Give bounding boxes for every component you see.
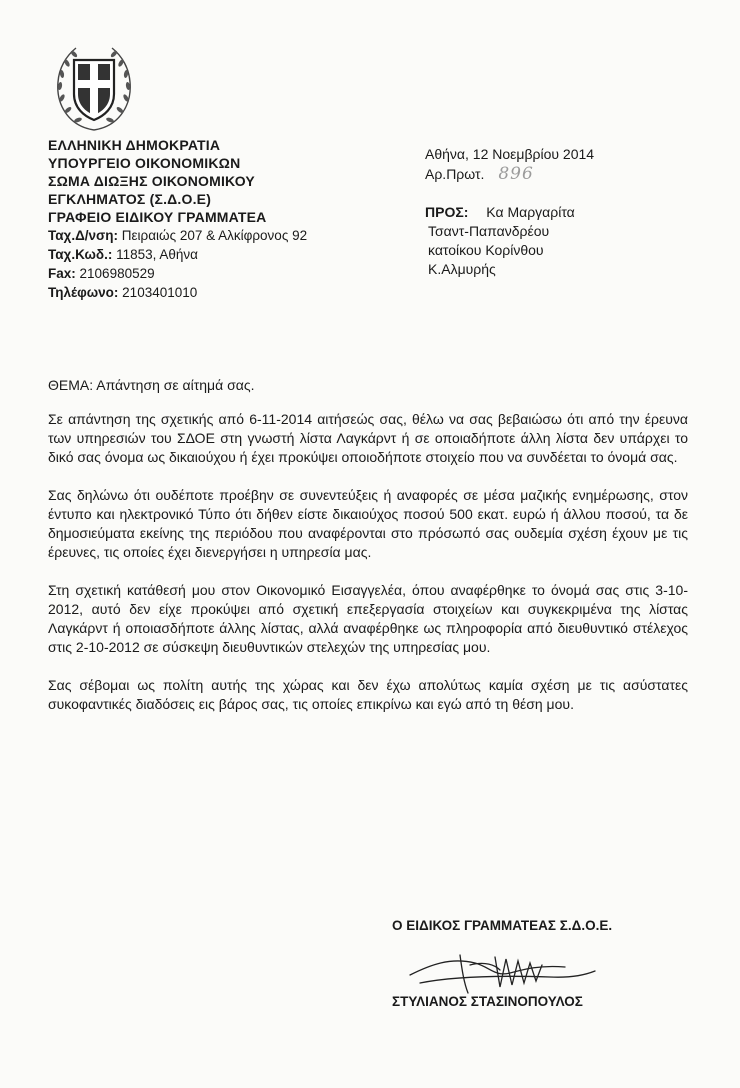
signatory-title: Ο ΕΙΔΙΚΟΣ ΓΡΑΜΜΑΤΕΑΣ Σ.Δ.Ο.Ε. (392, 918, 613, 933)
protocol-number: 896 (498, 164, 534, 184)
signatory-name: ΣΤΥΛΙΑΝΟΣ ΣΤΑΣΙΝΟΠΟΥΛΟΣ (392, 994, 583, 1009)
fax-label: Fax: (48, 266, 76, 281)
org-line: ΕΛΛΗΝΙΚΗ ΔΗΜΟΚΡΑΤΙΑ (48, 137, 221, 153)
address-line (48, 226, 408, 245)
subject-line: ΘΕΜΑ: Απάντηση σε αίτημά σας. (48, 377, 255, 393)
org-line: ΓΡΑΦΕΙΟ ΕΙΔΙΚΟΥ ΓΡΑΜΜΑΤΕΑ (48, 209, 267, 225)
address-value: Πειραιώς 207 & Αλκίφρονος 92 (121, 228, 308, 243)
phone-label: Τηλέφωνο: (48, 285, 119, 300)
fax-value: 2106980529 (79, 266, 155, 281)
protocol-label: Αρ.Πρωτ. (425, 166, 485, 182)
postcode-value: 11853, Αθήνα (116, 247, 198, 262)
recipient-line: Κ.Αλμυρής (428, 261, 496, 277)
recipient-line: Κα Μαργαρίτα (486, 204, 575, 220)
sender-block (48, 136, 408, 302)
date-protocol-block (425, 144, 725, 184)
handwritten-signature (400, 935, 600, 1000)
body-paragraph: Στη σχετική κατάθεσή μου στον Οικονομικό Εισαγγελέα, όπου αναφέρθηκε το όνομά σας στις 3-10-2012, αυτό δεν είχε προκύψει από σχετική επεξεργασία στοιχείων και συγκεκριμένα της λίστας Λαγκάρντ ή οποιασδήποτε άλλης λίστας, αλλά αναφέρθηκε ως πληροφορία από διευθυντικό στέλεχος στις 2-10-2012 σε σύσκεψη διευθυντικών στελεχών της υπηρεσίας μου. (48, 582, 688, 655)
greek-coat-of-arms-icon (50, 42, 138, 136)
protocol-line (425, 164, 725, 184)
date-line: Αθήνα, 12 Νοεμβρίου 2014 (425, 146, 595, 162)
phone-value: 2103401010 (122, 285, 198, 300)
recipient-block (425, 203, 575, 279)
fax-line (48, 264, 408, 283)
recipient-line: Τσαντ-Παπανδρέου (428, 223, 550, 239)
address-label: Ταχ.Δ/νση: (48, 228, 119, 243)
recipient-label: ΠΡΟΣ: (425, 204, 469, 220)
postcode-line (48, 245, 408, 264)
org-line: ΣΩΜΑ ΔΙΩΞΗΣ ΟΙΚΟΝΟΜΙΚΟΥ (48, 173, 255, 189)
org-line: ΕΓΚΛΗΜΑΤΟΣ (Σ.Δ.Ο.Ε) (48, 191, 212, 207)
body-paragraph: Σας σέβομαι ως πολίτη αυτής της χώρας και δεν έχω απολύτως καμία σχέση με τις ασύστατες συκοφαντικές διαδόσεις εις βάρος σας, τις οποίες επικρίνω και εγώ από τη θέση μου. (48, 677, 688, 712)
letter-body (48, 410, 688, 733)
org-line: ΥΠΟΥΡΓΕΙΟ ΟΙΚΟΝΟΜΙΚΩΝ (48, 155, 241, 171)
recipient-first-line (425, 203, 575, 222)
phone-line (48, 283, 408, 302)
recipient-line: κατοίκου Κορίνθου (428, 242, 544, 258)
body-paragraph: Σας δηλώνω ότι ουδέποτε προέβην σε συνεντεύξεις ή αναφορές σε μέσα μαζικής ενημέρωσης, στον έντυπο και ηλεκτρονικό Τύπο ότι δήθεν είστε δικαιούχος ποσού 500 εκατ. ευρώ ή άλλου ποσού, τα δε δημοσιεύματα εκείνης της περιόδου που αναφέρονται στο πρόσωπό σας ουδεμία σχέση έχουν με τις έρευνες, τις οποίες έχει διενεργήσει η υπηρεσία μας. (48, 487, 688, 560)
postcode-label: Ταχ.Κωδ.: (48, 247, 113, 262)
body-paragraph: Σε απάντηση της σχετικής από 6-11-2014 αιτήσεώς σας, θέλω να σας βεβαιώσω ότι από την έρευνα των υπηρεσιών του ΣΔΟΕ στη γνωστή λίστα Λαγκάρντ ή σε οποιαδήποτε άλλη λίστα δεν υπάρχει το δικό σας όνομα ως δικαιούχου ή έχει προκύψει οποιοδήποτε στοιχείο που να συνδέεται το όνομά σας. (48, 411, 688, 465)
